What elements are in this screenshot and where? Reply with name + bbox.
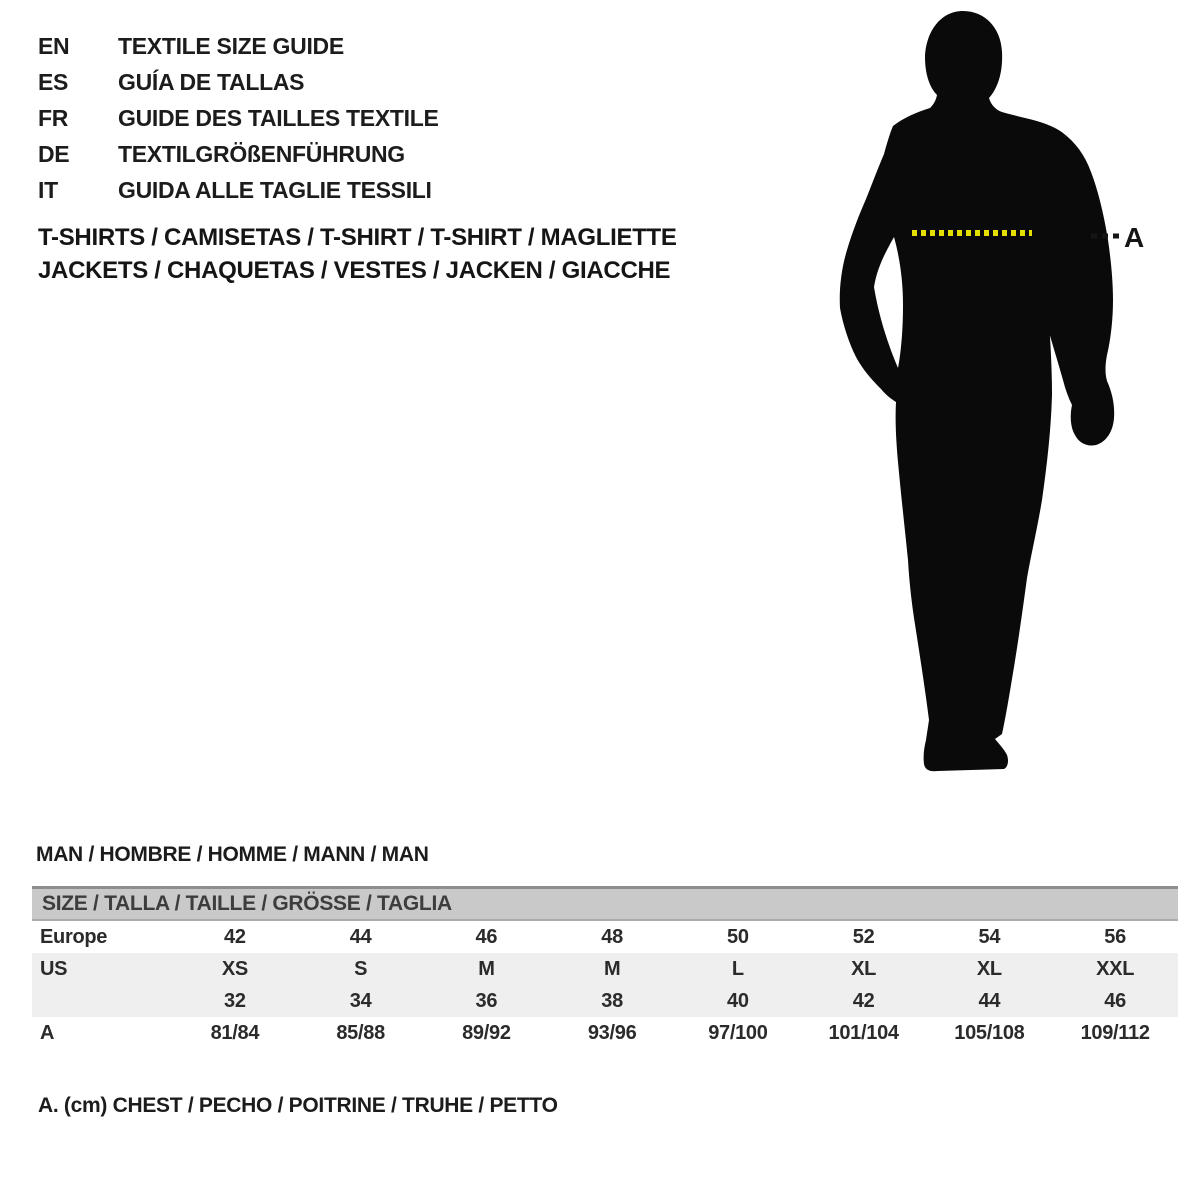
table-cell: 32 bbox=[224, 989, 246, 1012]
table-row bbox=[32, 921, 1178, 953]
language-list bbox=[38, 34, 439, 202]
size-table-rows bbox=[32, 921, 1178, 1049]
measure-label-a: A bbox=[1124, 222, 1145, 253]
category-tshirts: T-SHIRTS / CAMISETAS / T-SHIRT / T-SHIRT / MAGLIETTE bbox=[38, 224, 677, 251]
table-cell: 54 bbox=[978, 925, 1001, 948]
table-cell: 46 bbox=[1104, 989, 1126, 1012]
table-cell: 46 bbox=[475, 925, 498, 948]
table-cell: 101/104 bbox=[828, 1021, 899, 1044]
table-cell: 56 bbox=[1104, 925, 1126, 948]
table-cell: 44 bbox=[978, 989, 1001, 1012]
table-cell: XS bbox=[221, 957, 248, 980]
category-lines bbox=[38, 221, 677, 287]
table-cell: M bbox=[603, 957, 621, 980]
table-cell: 38 bbox=[601, 989, 623, 1012]
size-table bbox=[32, 886, 1178, 1049]
table-cell: S bbox=[354, 957, 368, 980]
language-title: GUIDE DES TAILLES TEXTILE bbox=[118, 105, 439, 131]
table-cell: 93/96 bbox=[587, 1021, 637, 1044]
man-body-silhouette bbox=[840, 11, 1114, 771]
language-code: FR bbox=[38, 105, 69, 131]
table-cell: 81/84 bbox=[210, 1021, 260, 1044]
category-jackets: JACKETS / CHAQUETAS / VESTES / JACKEN / GIACCHE bbox=[38, 257, 671, 284]
table-cell: XXL bbox=[1096, 957, 1135, 980]
size-table-header: SIZE / TALLA / TAILLE / GRÖSSE / TAGLIA bbox=[32, 886, 1178, 921]
language-row bbox=[38, 142, 439, 166]
table-cell: 40 bbox=[727, 989, 749, 1012]
table-cell: 97/100 bbox=[708, 1021, 768, 1044]
table-cell: 48 bbox=[601, 925, 623, 948]
table-row bbox=[32, 985, 1178, 1017]
table-cell: M bbox=[478, 957, 495, 980]
table-cell: 36 bbox=[475, 989, 498, 1012]
language-row bbox=[38, 70, 439, 94]
table-row bbox=[32, 953, 1178, 985]
table-cell: XL bbox=[976, 957, 1002, 980]
table-cell: 50 bbox=[727, 925, 749, 948]
table-cell: 34 bbox=[349, 989, 372, 1012]
table-cell: 42 bbox=[852, 989, 875, 1012]
table-row-label: US bbox=[40, 957, 68, 980]
table-cell: 42 bbox=[224, 925, 246, 948]
language-title: TEXTILGRÖßENFÜHRUNG bbox=[118, 141, 405, 167]
man-silhouette-figure bbox=[820, 0, 1200, 800]
language-title: TEXTILE SIZE GUIDE bbox=[118, 33, 344, 59]
language-title: GUIDA ALLE TAGLIE TESSILI bbox=[118, 177, 432, 203]
table-cell: 109/112 bbox=[1080, 1021, 1150, 1044]
table-cell: 85/88 bbox=[336, 1021, 385, 1044]
language-code: ES bbox=[38, 69, 69, 95]
table-cell: 44 bbox=[349, 925, 372, 948]
language-code: EN bbox=[38, 33, 70, 59]
table-cell: L bbox=[731, 957, 744, 980]
language-row bbox=[38, 34, 439, 58]
table-row bbox=[32, 1017, 1178, 1049]
language-row bbox=[38, 106, 439, 130]
language-row bbox=[38, 178, 439, 202]
language-code: DE bbox=[38, 141, 70, 167]
language-title: GUÍA DE TALLAS bbox=[118, 69, 305, 95]
table-cell: 105/108 bbox=[954, 1021, 1025, 1044]
table-cell: XL bbox=[851, 957, 877, 980]
chest-footnote: A. (cm) CHEST / PECHO / POITRINE / TRUHE / PETTO bbox=[38, 1094, 558, 1117]
language-code: IT bbox=[38, 177, 58, 203]
table-cell: 89/92 bbox=[462, 1021, 511, 1044]
table-row-label: A bbox=[40, 1021, 55, 1044]
section-heading-man: MAN / HOMBRE / HOMME / MANN / MAN bbox=[36, 843, 429, 866]
table-row-label: Europe bbox=[40, 925, 108, 948]
table-cell: 52 bbox=[852, 925, 875, 948]
